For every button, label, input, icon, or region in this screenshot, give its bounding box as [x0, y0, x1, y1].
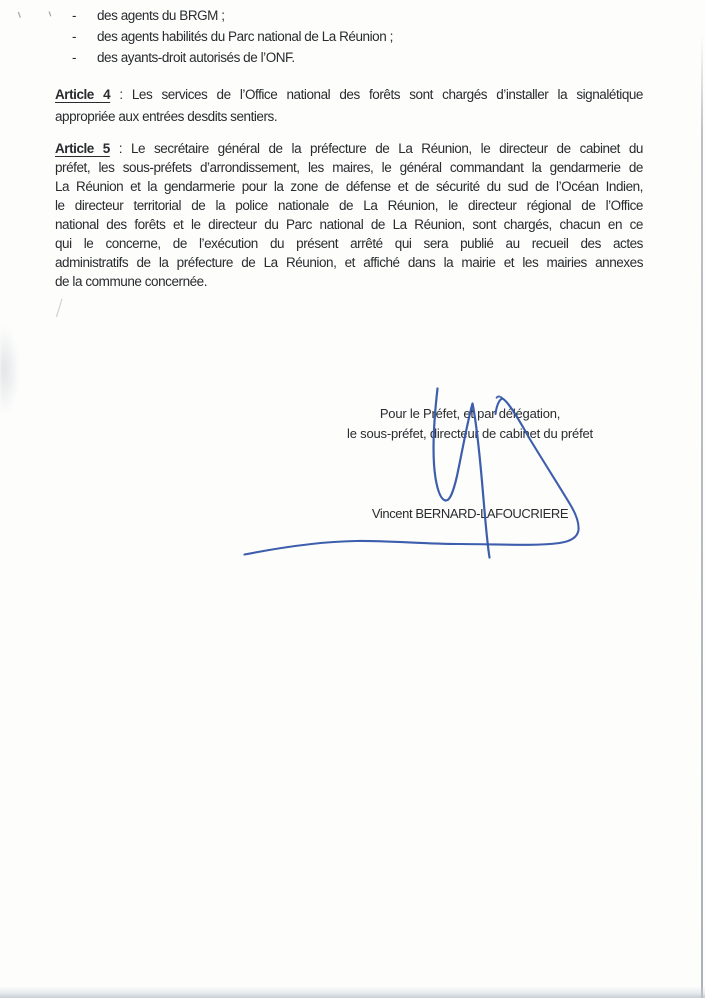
list-item-text: des ayants-droit autorisés de l’ONF. — [97, 50, 295, 65]
list-item-text: des agents habilités du Parc national de La Réunion ; — [97, 29, 393, 44]
paragraph-line: qui le concerne, de l’exécution du présent arrêté qui sera publié au recueil des actes — [55, 236, 643, 251]
scan-edge-bottom — [0, 986, 705, 998]
paragraph-line — [55, 139, 643, 158]
scan-tick-mark — [19, 13, 21, 18]
list-item — [72, 5, 393, 26]
delegation-line-2: le sous-préfet, directeur de cabinet du préfet — [347, 426, 593, 441]
paragraph-text: : Le secrétaire général de la préfecture de La Réunion, le directeur de cabinet du — [109, 141, 643, 156]
article-5-heading: Article 5 — [55, 141, 110, 156]
article-4-paragraph — [55, 84, 643, 127]
paragraph-line: de la commune concernée. — [55, 274, 208, 289]
signature-block — [250, 404, 690, 444]
paragraph-text: : Les services de l’Office national des forêts sont chargés d’installer la signalétique — [110, 87, 643, 102]
signatory-name: Vincent BERNARD-LAFOUCRIERE — [371, 506, 569, 521]
paragraph-line — [55, 84, 643, 106]
scan-tick-mark — [49, 12, 50, 16]
signature-ink-apex-curl — [497, 396, 503, 398]
paragraph-line: national des forêts et le directeur du Parc national de La Réunion, sont chargés, chacun en ce — [55, 217, 643, 232]
scan-edge-right — [701, 35, 703, 998]
scan-scratch-mark — [57, 299, 62, 316]
bullet-list — [72, 5, 393, 68]
article-5-paragraph — [55, 139, 643, 291]
dash-bullet: - — [72, 8, 77, 23]
list-item — [72, 26, 393, 47]
dash-bullet: - — [72, 29, 77, 44]
list-item-text: des agents du BRGM ; — [97, 8, 225, 23]
delegation-line-1: Pour le Préfet, et par délégation, — [379, 406, 561, 421]
list-item — [72, 47, 393, 68]
paragraph-line: le directeur territorial de la police nationale de La Réunion, le directeur régional de l’Office — [55, 198, 643, 213]
paragraph-line: La Réunion et la gendarmerie pour la zone de défense et de sécurité du sud de l’Océan Indien, — [55, 179, 643, 194]
article-4-heading: Article 4 — [55, 87, 111, 102]
dash-bullet: - — [72, 50, 77, 65]
scan-smudge — [0, 325, 20, 415]
paragraph-line: administratifs de la préfecture de La Réunion, et affiché dans la mairie et les mairies annexes — [55, 255, 643, 270]
paragraph-line: appropriée aux entrées desdits sentiers. — [55, 108, 278, 124]
paragraph-line: préfet, les sous-préfets d’arrondissement, les maires, le général commandant la gendarmerie de — [55, 160, 643, 175]
